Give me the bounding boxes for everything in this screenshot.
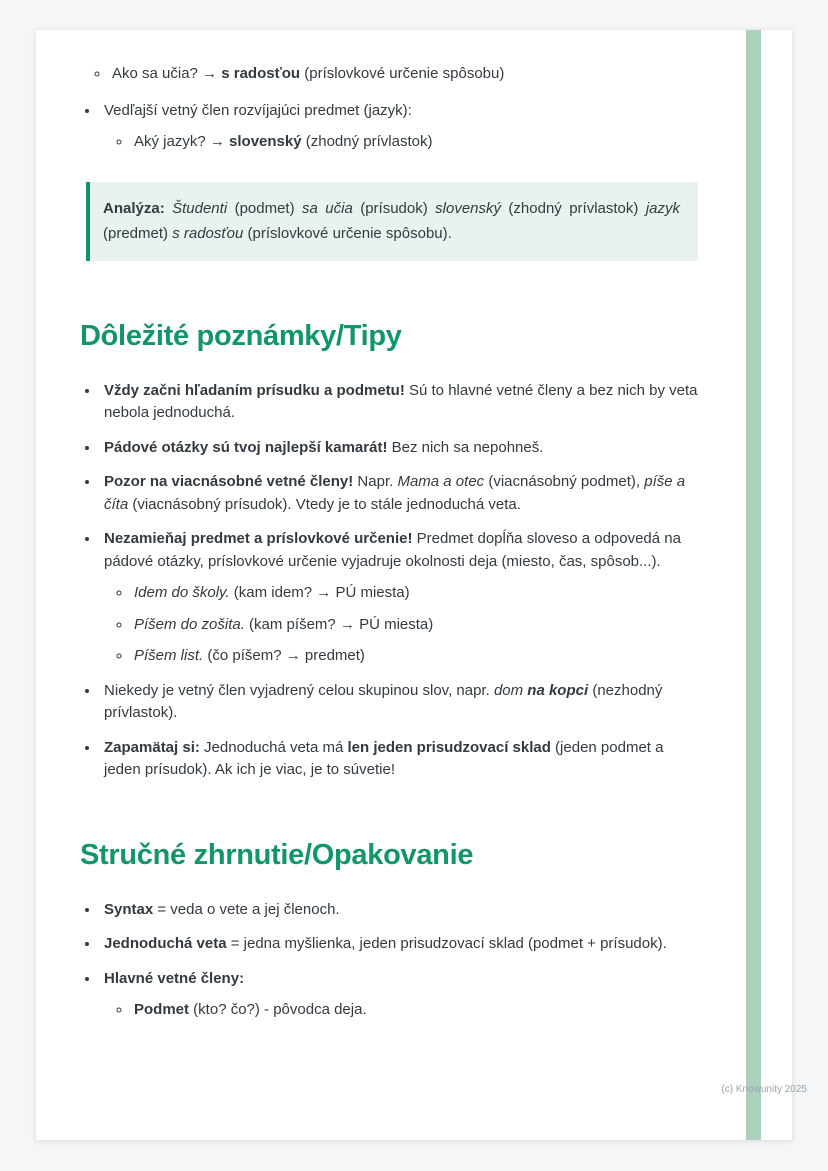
- list-item: ◦ Ako sa učia? → s radosťou (príslovkové určenie spôsobu): [110, 63, 700, 86]
- list-item: ◦ Aký jazyk? → slovenský (zhodný prívlastok): [132, 131, 700, 154]
- section-title-summary: Stručné zhrnutie/Opakovanie: [80, 838, 474, 871]
- list-item: [100, 968, 700, 1022]
- tips-sublist: [104, 582, 700, 668]
- tips-list: [98, 380, 700, 782]
- list-item: • Pozor na viacnásobné vetné členy! Napr. Mama a otec (viacnásobný podmet), píše a číta (viacnásobný prísudok). Vtedy je to stále jednoduchá veta.: [100, 471, 700, 516]
- intro-orphan-sublist: [82, 63, 700, 86]
- list-item: ◦ Píšem list. (čo píšem? → predmet): [132, 645, 700, 668]
- list-item: • Pádové otázky sú tvoj najlepší kamarát! Bez nich sa nepohneš.: [100, 437, 700, 460]
- list-item: • Jednoduchá veta = jedna myšlienka, jeden prisudzovací sklad (podmet + prísudok).: [100, 933, 700, 956]
- summary-sublist: [104, 999, 700, 1022]
- section-title-tips: Dôležité poznámky/Tipy: [80, 320, 402, 353]
- analysis-callout: [86, 182, 698, 262]
- callout-text: Analýza: Študenti (podmet) sa učia (prísudok) slovenský (zhodný prívlastok) jazyk (predmet) s radosťou (príslovkové určenie spôsobu).: [103, 199, 680, 243]
- copyright: (c) Knowunity 2025: [721, 1084, 807, 1095]
- intro-sublist: [104, 131, 700, 154]
- list-item: • Zapamätaj si: Jednoduchá veta má len jeden prisudzovací sklad (jeden podmet a jeden prísudok). Ak ich je viac, je to súvetie!: [100, 737, 700, 782]
- list-item: • Vždy začni hľadaním prísudku a podmetu! Sú to hlavné vetné členy a bez nich by veta nebola jednoduchá.: [100, 380, 700, 425]
- list-item: ◦ Píšem do zošita. (kam píšem? → PÚ miesta): [132, 614, 700, 637]
- list-item-text: Vedľajší vetný člen rozvíjajúci predmet (jazyk):: [104, 101, 412, 119]
- list-item: ◦ Podmet (kto? čo?) - pôvodca deja.: [132, 999, 700, 1022]
- list-item: [100, 528, 700, 668]
- document-page: [36, 30, 792, 1140]
- list-item: ◦ Idem do školy. (kam idem? → PÚ miesta): [132, 582, 700, 605]
- list-item: [100, 100, 700, 154]
- list-item: • Niekedy je vetný člen vyjadrený celou skupinou slov, napr. dom na kopci (nezhodný prívlastok).: [100, 680, 700, 725]
- intro-list: [98, 100, 700, 154]
- summary-list: [98, 899, 700, 1022]
- list-item: • Syntax = veda o vete a jej členoch.: [100, 899, 700, 922]
- list-item-text: Nezamieňaj predmet a príslovkové určenie! Predmet dopĺňa sloveso a odpovedá na pádové otázky, príslovkové určenie vyjadruje okolnosti deja (miesto, čas, spôsob...).: [104, 530, 681, 570]
- document-content: [36, 30, 792, 1022]
- list-item-text: Hlavné vetné členy:: [104, 969, 245, 987]
